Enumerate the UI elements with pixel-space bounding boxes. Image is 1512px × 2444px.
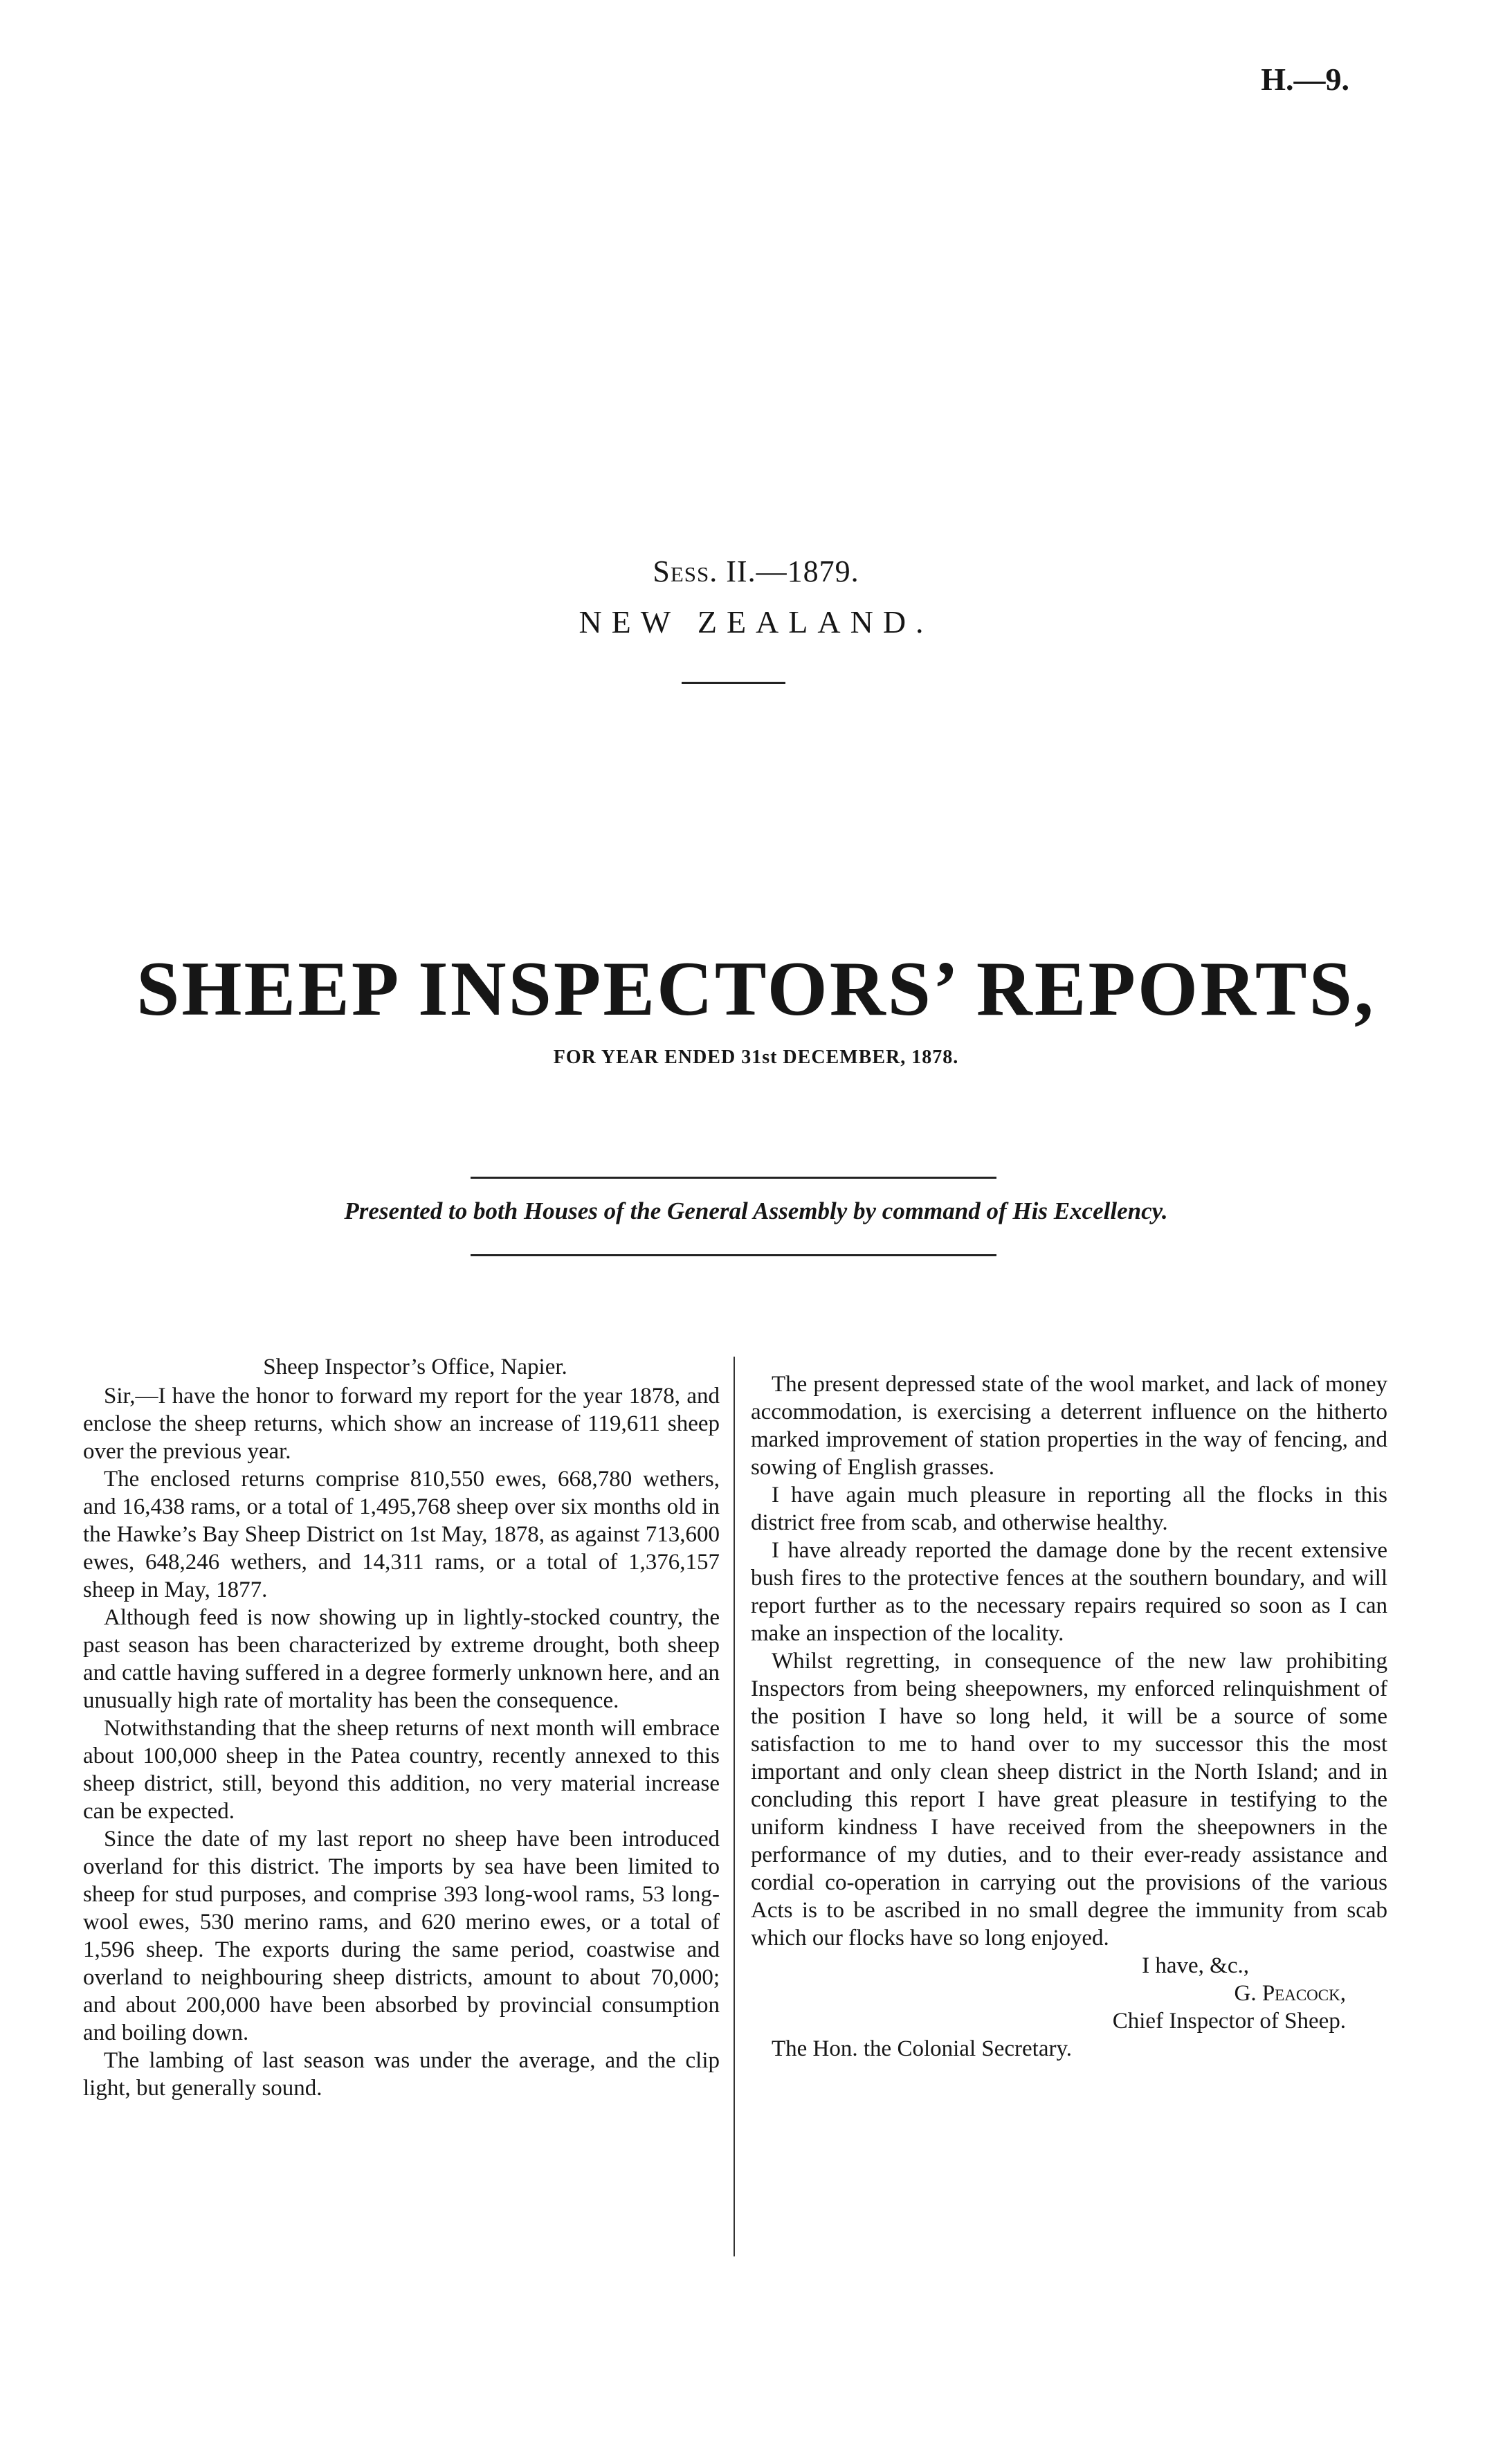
short-divider [682,682,785,684]
paragraph: I have again much pleasure in reporting all the flocks in this district free from scab, and otherwise healthy. [751,1483,1387,1535]
session-heading: Sess. II.—1879. [653,554,859,588]
paragraph: Whilst regretting, in consequence of the new law prohibiting Inspectors from being sheepowners, my enforced relinquishment of the position I have so long held, it will be a source of some satisfaction to me to hand over to my successor this the most important and only clean sheep district in the North Island; and in concluding this report I have great pleasure in testifying to the uniform kindness I have received from the sheepowners in the performance of my duties, and to their ever-ready assistance and cordial co-operation in carrying out the provisions of the various Acts is to be ascribed in no small degree the immunity from scab which our flocks have so long enjoyed. [751,1649,1387,1950]
presented-bottom-rule [471,1254,996,1256]
closing: I have, &c., [1142,1953,1249,1978]
column-divider [734,1357,735,2256]
recipient: The Hon. the Colonial Secretary. [772,2036,1073,2061]
country-heading: NEW ZEALAND. [579,604,933,640]
letter-right-column [751,1370,1387,2063]
paragraph: I have already reported the damage done by the recent extensive bush fires to the protective fences at the southern boundary, and will report further as to the necessary repairs required so soon as I can make an inspection of the locality. [751,1538,1387,1646]
report-subtitle: FOR YEAR ENDED 31st DECEMBER, 1878. [553,1047,959,1068]
paragraph: Although feed is now showing up in lightly-stocked country, the past season has been characterized by extreme drought, both sheep and cattle having suffered in a degree formerly unknown here, and an unusually high rate of mortality has been the consequence. [83,1605,720,1713]
signature-title: Chief Inspector of Sheep. [1112,2009,1346,2034]
presented-line: Presented to both Houses of the General Assembly by command of His Excellency. [344,1197,1168,1224]
letter-left-column [83,1353,720,2102]
signature-name: G. Peacock, [1234,1981,1346,2006]
paragraph: Since the date of my last report no sheep have been introduced overland for this district. The imports by sea have been limited to sheep for stud purposes, and comprise 393 long-wool rams, 53 long-wool ewes, 530 merino rams, and 620 merino ewes, or a total of 1,596 sheep. The exports during the same period, coastwise and overland to neighbouring sheep districts, amount to about 70,000; and about 200,000 have been absorbed by provincial consumption and boiling down. [83,1827,720,2045]
paragraph: The enclosed returns comprise 810,550 ewes, 668,780 wethers, and 16,438 rams, or a total of 1,495,768 sheep over six months old in the Hawke’s Bay Sheep District on 1st May, 1878, as against 713,600 ewes, 648,246 wethers, and 14,311 rams, or a total of 1,376,157 sheep in May, 1877. [83,1467,720,1602]
paragraph: The present depressed state of the wool market, and lack of money accommodation, is exercising a deterrent influence on the hitherto marked improvement of station properties in the way of fencing, and sowing of English grasses. [751,1372,1387,1480]
paragraph: Notwithstanding that the sheep returns of next month will embrace about 100,000 sheep in the Patea country, recently annexed to this sheep district, still, beyond this addition, no very material increase can be expected. [83,1716,720,1824]
paragraph: Sir,—I have the honor to forward my report for the year 1878, and enclose the sheep returns, which show an increase of 119,611 sheep over the previous year. [83,1384,720,1464]
paragraph: The lambing of last season was under the average, and the clip light, but generally sound. [83,2048,720,2101]
page-reference: H.—9. [1261,62,1349,97]
presented-top-rule [471,1177,996,1179]
office-address: Sheep Inspector’s Office, Napier. [263,1355,567,1379]
report-title: SHEEP INSPECTORS’ REPORTS, [136,946,1376,1032]
